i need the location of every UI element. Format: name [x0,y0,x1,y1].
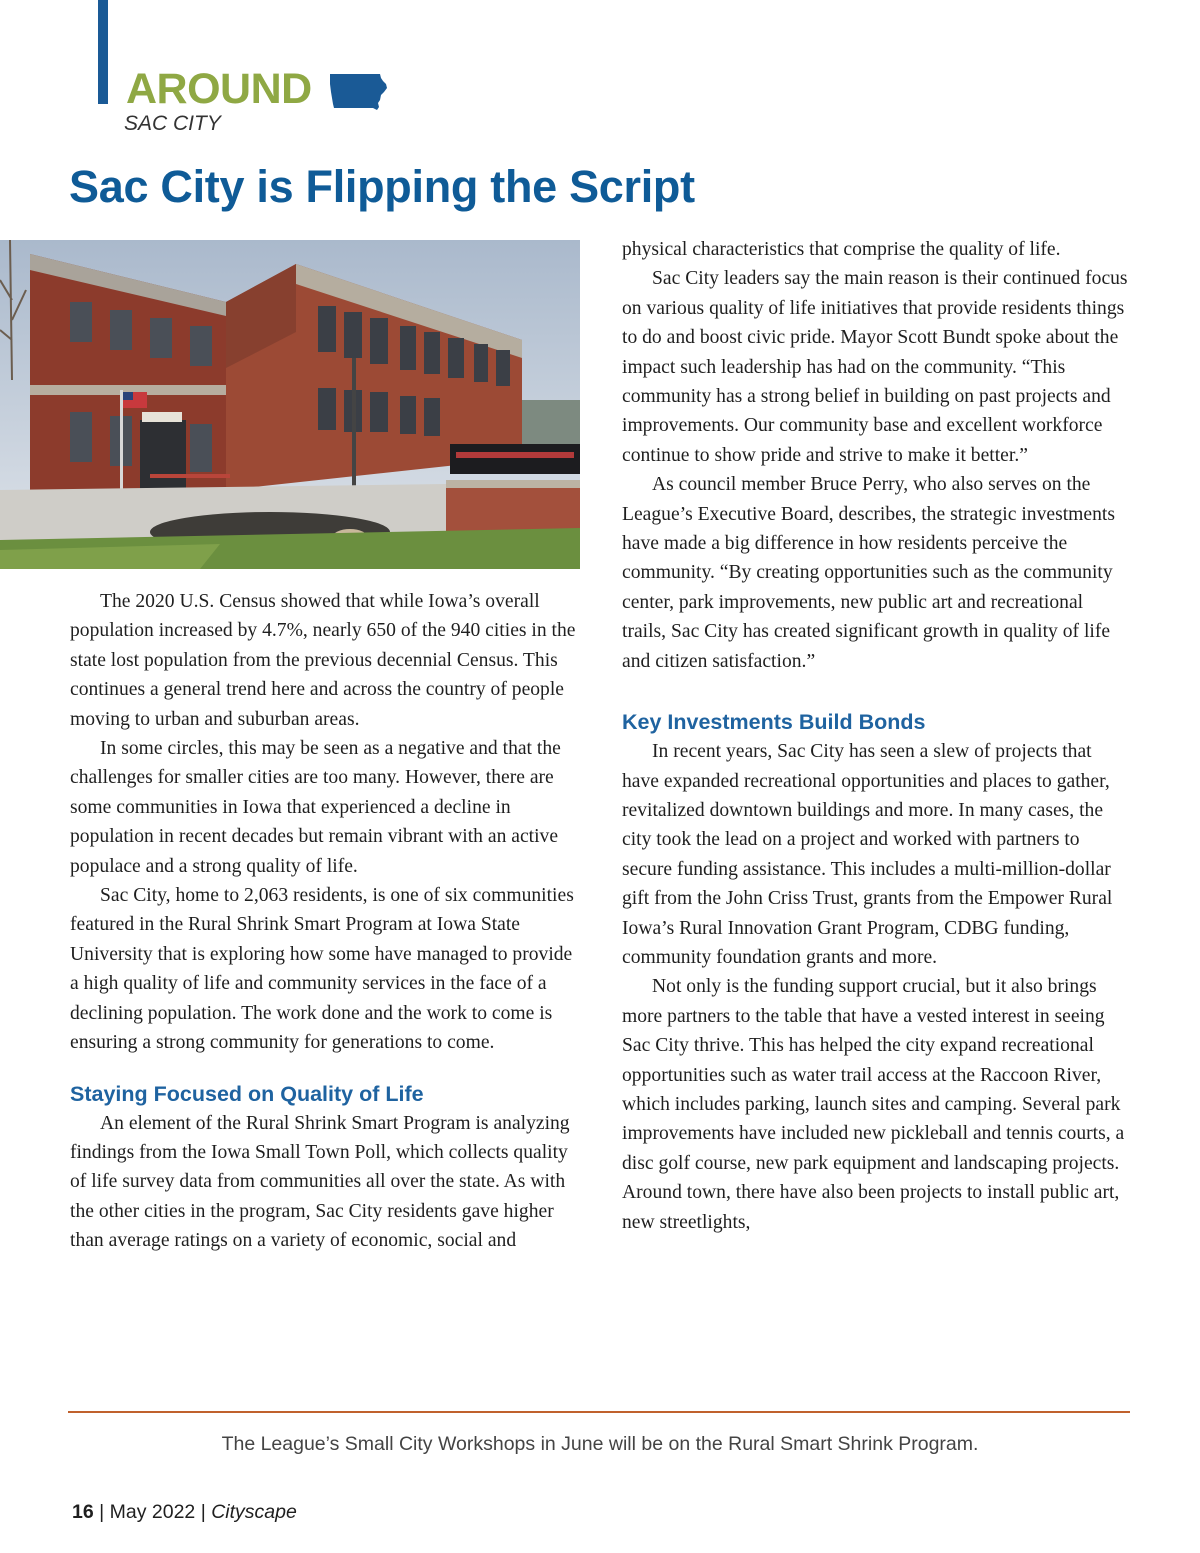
body-paragraph: Sac City leaders say the main reason is their continued focus on various quality of life initiatives that provide residents things to do and boost civic pride. Mayor Scott Bundt spoke about the impact such leadership has had on the community. “This community has a strong belief in building on past projects and improvements. Our community base and excellent workforce continue to show pride and strive to make it better.” [622,268,1128,466]
community-center-photo [0,240,580,569]
folio-separator: | [99,1501,105,1523]
article-left-column [70,587,582,1256]
header-accent-bar [98,0,108,104]
footnote: The League’s Small City Workshops in June will be on the Rural Smart Shrink Program. [221,1433,979,1455]
section-label: AROUND [126,65,312,113]
body-paragraph: In recent years, Sac City has seen a slew of projects that have expanded recreational opportunities and places to gather, revitalized downtown buildings and more. In many cases, the city took the lead on a project and worked with partners to secure funding assistance. This includes a multi-million-dollar gift from the John Criss Trust, grants from the Empower Rural Iowa’s Rural Innovation Grant Program, CDBG funding, community foundation grants and more. [622,741,1113,968]
body-paragraph: In some circles, this may be seen as a negative and that the challenges for smaller cities are too many. However, there are some communities in Iowa that experienced a decline in population in recent decades but remain vibrant with an active populace and a strong quality of life. [70,738,561,877]
article-title: Sac City is Flipping the Script [69,161,695,212]
page-number: 16 [72,1501,94,1523]
body-paragraph: Not only is the funding support crucial, but it also brings more partners to the table that have a vested interest in seeing Sac City thrive. This has helped the city expand recreational opportunities such as water trail access at the Raccoon River, which includes parking, launch sites and camping. Several park improvements have included new pickleball and tennis courts, a disc golf course, new park equipment and landscaping projects. Around town, there have also been projects to install public art, new streetlights, [622,976,1125,1233]
section-subhead: Key Investments Build Bonds [622,710,926,735]
section-subtitle: SAC CITY [124,112,221,135]
body-paragraph: An element of the Rural Shrink Smart Program is analyzing findings from the Iowa Small Town Poll, which collects quality of life survey data from communities all over the state. As with the other cities in the program, Sac City residents gave higher than average ratings on a variety of economic, social and [70,1112,570,1252]
footnote-divider [68,1411,1130,1413]
section-subhead: Staying Focused on Quality of Life [70,1081,424,1106]
publication-name: Cityscape [211,1501,297,1523]
iowa-state-map-icon [328,72,388,112]
body-paragraph: As council member Bruce Perry, who also serves on the League’s Executive Board, describes, the strategic investments have made a big difference in how residents perceive the community. “By creating opportunities such as the community center, park improvements, new public art and recreational trails, Sac City has created significant growth in quality of life and citizen satisfaction.” [622,474,1115,672]
article-right-column [622,235,1130,1237]
body-paragraph: physical characteristics that comprise the quality of life. [622,239,1061,260]
folio-separator: | [200,1501,206,1523]
page-folio [72,1499,297,1525]
body-paragraph: The 2020 U.S. Census showed that while Iowa’s overall population increased by 4.7%, nearly 650 of the 940 cities in the state lost population from the previous decennial Census. This continues a general trend here and across the country of people moving to urban and suburban areas. [70,591,576,730]
body-paragraph: Sac City, home to 2,063 residents, is one of six communities featured in the Rural Shrink Smart Program at Iowa State University that is exploring how some have managed to provide a high quality of life and community services in the face of a declining population. The work done and the work to come is ensuring a strong community for generations to come. [70,885,574,1054]
issue-date: May 2022 [109,1501,196,1523]
